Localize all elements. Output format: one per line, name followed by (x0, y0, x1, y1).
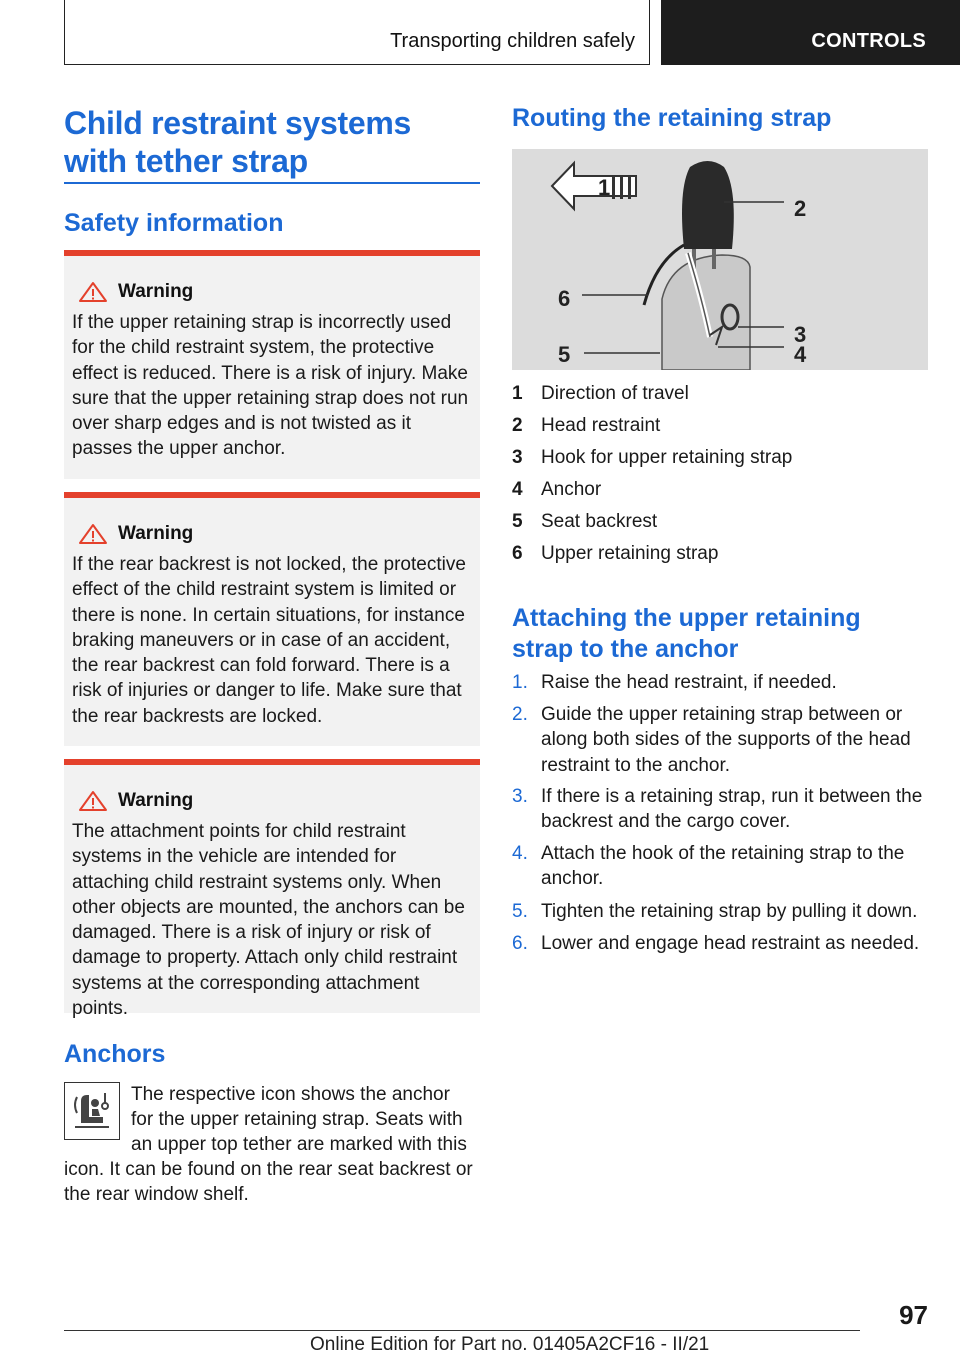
top-tether-anchor-icon (64, 1082, 120, 1140)
legend-number: 4 (512, 479, 523, 500)
anchors-text-line4: icon. It can be found on the rear seat backrest or (64, 1159, 473, 1180)
step-text: If there is a retaining strap, run it between the backrest and the cargo cover. (541, 786, 923, 833)
step-text: Tighten the retaining strap by pulling it down. (541, 901, 918, 922)
page-title-line2: with tether strap (64, 143, 308, 179)
step-item (512, 841, 912, 892)
legend-number: 2 (512, 415, 523, 436)
page-title (64, 104, 480, 180)
footer-divider (64, 1330, 860, 1331)
legend-label: Seat backrest (541, 511, 658, 532)
legend-label: Anchor (541, 479, 602, 500)
step-text: Lower and engage head restraint as needed. (541, 933, 920, 954)
step-number: 2. (512, 704, 528, 725)
legend-number: 6 (512, 543, 523, 564)
legend-label: Upper retaining strap (541, 543, 719, 564)
step-text: Guide the upper retaining strap between or along both sides of the supports of the head restraint to the anchor. (541, 704, 911, 776)
step-number: 6. (512, 933, 528, 954)
chapter-tab-label: CONTROLS (811, 30, 926, 52)
legend-label: Hook for upper retaining strap (541, 447, 793, 468)
warning-box-3 (64, 759, 480, 1020)
figure-callout-1: 1 (598, 175, 611, 200)
legend-number: 3 (512, 447, 523, 468)
warning-triangle-icon (78, 281, 108, 303)
head-restraint-figure (512, 149, 928, 370)
section-title: Transporting children safely (390, 30, 635, 52)
anchors-text-line2: for the upper retaining strap. Seats with (131, 1109, 463, 1130)
warning-text: The attachment points for child restraint systems in the vehicle are intended for attaching child restraint systems only. When other objects are mounted, the anchors can be damaged. There is a risk of injury or risk of damage to property. Attach only child restraint systems at the corresponding attachment points. (72, 821, 465, 1020)
step-text: Attach the hook of the retaining strap to the anchor. (541, 843, 905, 890)
attach-heading-line2: strap to the anchor (512, 635, 739, 663)
routing-heading: Routing the retaining strap (512, 104, 832, 132)
figure-callout-2: 2 (794, 196, 807, 221)
warning-title: Warning (118, 790, 194, 811)
warning-title: Warning (118, 523, 194, 544)
step-item (512, 931, 932, 956)
legend-label: Head restraint (541, 415, 661, 436)
figure-callout-6: 6 (558, 286, 571, 311)
title-divider (64, 182, 480, 184)
warning-text: If the rear backrest is not locked, the protective effect of the child restraint system is limited or there is none. In certain situations, for instance braking maneuvers or in case of an accident, the rear backrest can fold forward. There is a risk of injuries or danger to life. Make sure that the rear backrests are locked. (72, 554, 466, 727)
header-section-box (64, 0, 650, 65)
footer-edition: Online Edition for Part no. 01405A2CF16 - II/21 (310, 1334, 710, 1355)
page-number: 97 (899, 1300, 928, 1330)
warning-triangle-icon (78, 790, 108, 812)
anchors-text-line3: an upper top tether are marked with this (131, 1134, 467, 1155)
attach-heading (512, 603, 861, 665)
step-number: 3. (512, 786, 528, 807)
step-number: 5. (512, 901, 528, 922)
step-item (512, 784, 932, 835)
step-number: 1. (512, 672, 528, 693)
page-title-line1: Child restraint systems (64, 105, 412, 141)
safety-heading: Safety information (64, 209, 284, 237)
anchors-heading: Anchors (64, 1040, 166, 1068)
direction-arrow-icon (552, 163, 636, 209)
legend-number: 1 (512, 383, 523, 404)
step-item (512, 899, 932, 924)
attach-heading-line1: Attaching the upper retaining (512, 604, 861, 632)
chapter-tab[interactable] (661, 0, 960, 65)
legend-number: 5 (512, 511, 523, 532)
anchors-text-line5: the rear window shelf. (64, 1184, 249, 1205)
warning-box-1 (64, 250, 480, 479)
warning-text: If the upper retaining strap is incorrectly used for the child restraint system, the protective effect is reduced. There is a risk of injury. Make sure that the upper retaining strap does not run over sharp edges and is not twisted as it passes the upper anchor. (72, 312, 469, 460)
warning-box-2 (64, 492, 480, 746)
anchors-text-line1: The respective icon shows the anchor (131, 1084, 450, 1105)
warning-triangle-icon (78, 523, 108, 545)
step-number: 4. (512, 843, 528, 864)
figure-callout-5: 5 (558, 342, 571, 367)
figure-callout-3: 3 (794, 322, 807, 347)
warning-title: Warning (118, 281, 194, 302)
legend-label: Direction of travel (541, 383, 689, 404)
step-item (512, 702, 912, 778)
step-item (512, 670, 932, 695)
figure-callout-4: 4 (794, 342, 807, 367)
step-text: Raise the head restraint, if needed. (541, 672, 837, 693)
